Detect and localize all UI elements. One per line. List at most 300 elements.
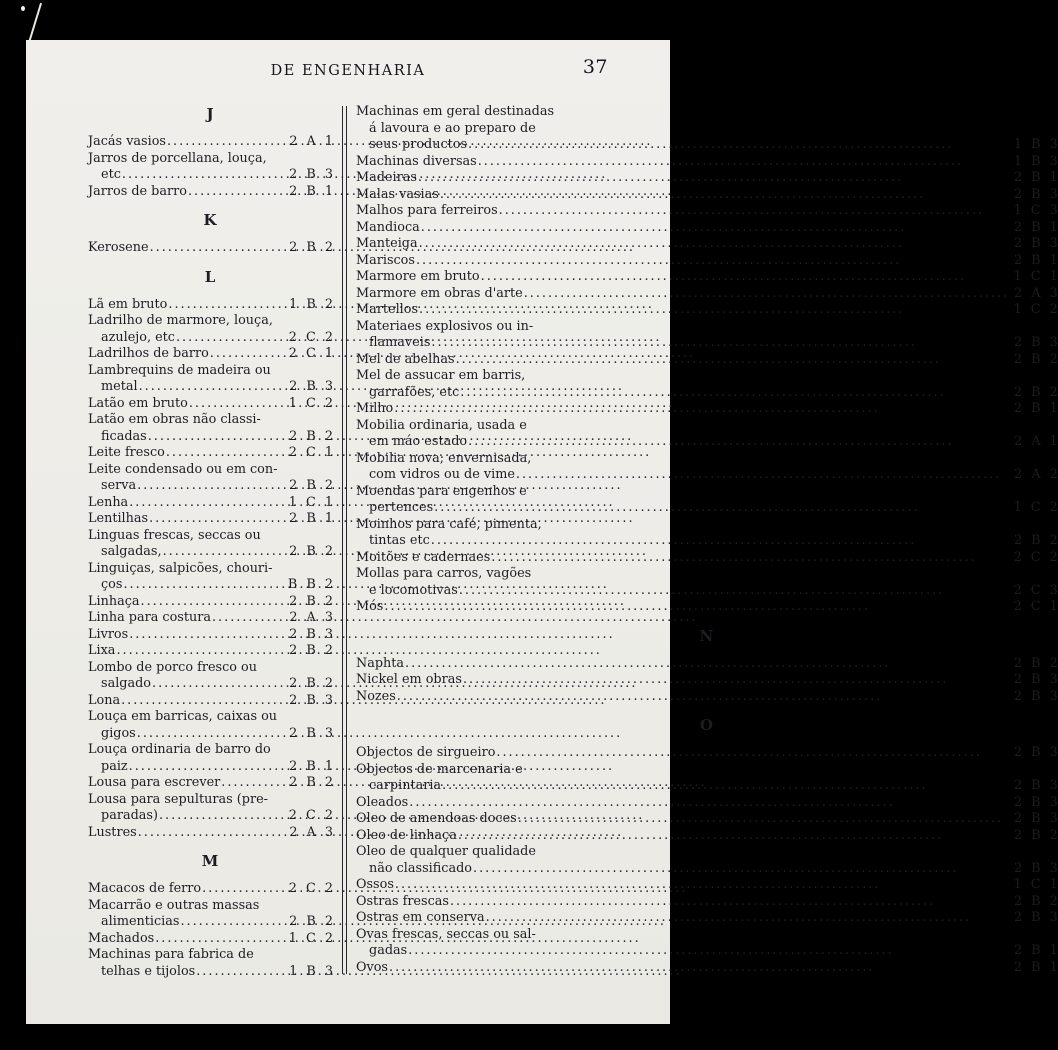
entry-line — [88, 792, 333, 809]
entry-text: Mobilia ordinaria, usada e — [356, 417, 527, 433]
entry-text: carpintaria — [369, 778, 442, 793]
list-item — [88, 825, 333, 842]
left-column — [88, 104, 333, 980]
entry-text: Ovas frescas, seccas ou sal- — [356, 926, 536, 942]
entry-text: Machinas em geral destinadas — [356, 104, 555, 119]
entry-line — [356, 401, 1058, 418]
entry-text: Oleados — [356, 794, 409, 810]
entry-line — [88, 759, 333, 776]
list-item — [88, 495, 333, 512]
dot-leader — [159, 808, 284, 825]
entry-line — [88, 330, 333, 347]
classification-code: 2 B 3 — [1013, 186, 1058, 202]
entry-line — [356, 795, 1058, 812]
entry-line — [356, 236, 1058, 253]
dot-leader — [188, 184, 284, 201]
entry-line — [88, 898, 333, 915]
entry-line — [356, 203, 1058, 220]
list-item — [88, 660, 333, 693]
entry-text: etc — [101, 167, 121, 182]
entry-text: Livros — [88, 626, 129, 642]
entry-text: Lambrequins de madeira ou — [88, 362, 271, 378]
entry-line — [88, 167, 333, 184]
running-header — [26, 56, 670, 82]
classification-code: 2 B 2 — [1013, 533, 1058, 548]
classification-code: 2 B 2 — [1013, 655, 1058, 671]
entry-line — [88, 184, 333, 201]
entry-text: azulejo, etc — [101, 329, 175, 345]
list-item — [356, 877, 1058, 894]
list-item — [356, 319, 1058, 352]
list-item — [356, 269, 1058, 286]
classification-code: 2 B 3 — [289, 725, 333, 741]
dot-leader — [418, 170, 1009, 187]
entry-line — [356, 451, 1058, 468]
entry-text: paiz — [101, 758, 128, 774]
entry-text: Materiaes explosivos ou in- — [356, 318, 534, 334]
entry-line — [88, 931, 333, 948]
entry-line — [88, 742, 333, 759]
list-item — [88, 396, 333, 413]
dot-leader — [129, 495, 284, 512]
dot-leader — [421, 220, 1009, 237]
classification-code: 2 B 3 — [1013, 778, 1058, 793]
classification-code: 2 A 1 — [289, 134, 333, 149]
entry-line — [356, 745, 1058, 762]
entry-line — [88, 947, 333, 964]
entry-line — [88, 676, 333, 693]
list-item — [88, 412, 333, 445]
classification-code: 2 B 3 — [289, 692, 333, 708]
classification-code: 2 B 2 — [289, 428, 333, 444]
dot-leader — [416, 253, 1009, 270]
classification-code: 2 B 2 — [289, 676, 333, 691]
list-item — [356, 672, 1058, 689]
list-item — [356, 960, 1058, 977]
entry-line — [88, 462, 333, 479]
classification-code: 2 B 3 — [1013, 811, 1058, 826]
classification-code: 2 B 3 — [289, 379, 333, 394]
list-item — [88, 947, 333, 980]
entry-text: Machinas diversas — [356, 153, 477, 169]
list-item — [88, 610, 333, 627]
entry-text: Lentilhas — [88, 511, 149, 526]
two-column-layout — [26, 104, 1058, 980]
classification-code: 1 C 2 — [1013, 500, 1058, 515]
entry-line — [356, 517, 1058, 534]
dot-leader — [176, 330, 284, 347]
dot-leader — [450, 894, 1009, 911]
dot-leader — [137, 478, 284, 495]
entry-text: Moendas para engenhos e — [356, 483, 527, 499]
list-item — [88, 134, 333, 151]
entry-line — [88, 429, 333, 446]
classification-code: 1 B 3 — [1013, 153, 1058, 169]
list-item — [88, 363, 333, 396]
dot-leader — [468, 434, 1009, 451]
entry-line — [88, 709, 333, 726]
entry-text: Machados — [88, 930, 155, 946]
list-item — [88, 643, 333, 660]
document-page — [26, 40, 1058, 1024]
classification-code: 1 C 2 — [288, 930, 333, 946]
entry-line — [88, 643, 333, 660]
list-item — [88, 297, 333, 314]
section-letter: O — [699, 716, 714, 734]
page-number: 37 — [582, 56, 608, 78]
dot-leader — [496, 745, 1009, 762]
classification-code: 2 B 3 — [1013, 860, 1058, 876]
entry-line — [356, 778, 1058, 795]
entry-text: Malas vasias — [356, 186, 439, 202]
entry-line — [88, 412, 333, 429]
entry-text: gadas — [369, 943, 408, 958]
entry-text: Nozes — [356, 688, 396, 704]
entry-line — [356, 220, 1058, 237]
entry-text: Moinhos para café, pimenta, — [356, 516, 542, 532]
entry-text: Ossos — [356, 877, 394, 892]
entry-text: gigos — [101, 725, 136, 741]
dot-leader — [210, 346, 284, 363]
list-item — [356, 236, 1058, 253]
entry-text: Nickel em obras — [356, 672, 462, 687]
entry-line — [88, 445, 333, 462]
list-item — [356, 894, 1058, 911]
entry-text: tintas etc — [369, 533, 430, 548]
list-item — [88, 511, 333, 528]
list-item — [88, 346, 333, 363]
entry-line — [88, 346, 333, 363]
entry-line — [88, 544, 333, 561]
dot-leader — [180, 914, 284, 931]
dot-leader — [431, 335, 1009, 352]
entry-text: Louça ordinaria de barro do — [88, 742, 271, 757]
entry-line — [356, 319, 1058, 336]
entry-text: Mel de assucar em barris, — [356, 368, 526, 383]
section-letter: L — [204, 267, 217, 286]
entry-line — [88, 511, 333, 528]
list-item — [356, 187, 1058, 204]
entry-line — [88, 240, 333, 257]
classification-code: 2 A 2 — [1014, 467, 1058, 482]
classification-code: 2 B 1 — [1013, 943, 1058, 958]
entry-line — [356, 943, 1058, 960]
list-item — [356, 844, 1058, 877]
entry-line — [356, 550, 1058, 567]
entry-text: Macacos de ferro — [88, 881, 202, 896]
list-item — [356, 451, 1058, 484]
list-item — [88, 627, 333, 644]
entry-line — [88, 478, 333, 495]
entry-line — [356, 253, 1058, 270]
entry-text: salgadas, — [101, 544, 162, 559]
classification-code: 2 B 1 — [289, 758, 333, 774]
list-item — [88, 898, 333, 931]
entry-text: Objectos de marcenaria e — [356, 761, 523, 777]
classification-code: 2 A 1 — [1014, 434, 1058, 449]
entry-line — [88, 594, 333, 611]
classification-code: 2 C 2 — [1013, 549, 1058, 565]
dot-leader — [458, 828, 1009, 845]
entry-line — [88, 134, 333, 151]
classification-code: 2 B 2 — [1013, 384, 1058, 400]
list-item — [356, 418, 1058, 451]
section-letter: J — [206, 105, 215, 123]
classification-code: 2 C 1 — [1013, 599, 1058, 614]
list-item — [356, 352, 1058, 369]
entry-text: Moitões e cadernaes — [356, 549, 491, 565]
dot-leader — [524, 286, 1009, 303]
entry-line — [356, 154, 1058, 171]
dot-leader — [434, 500, 1008, 517]
classification-code: 1 C 1 — [288, 494, 333, 510]
classification-code: B B 2 — [287, 577, 333, 592]
list-item — [356, 828, 1058, 845]
entry-line — [356, 385, 1058, 402]
dot-leader — [123, 577, 282, 594]
entry-text: Lenha — [88, 494, 129, 510]
scan-dot-artifact — [21, 6, 25, 11]
entry-line — [356, 927, 1058, 944]
classification-code: 2 B 2 — [289, 544, 333, 559]
dot-leader — [196, 964, 284, 981]
entry-line — [356, 137, 1058, 154]
entry-text: Oleo de amendoas doces — [356, 811, 517, 826]
entry-text: e locomotivas — [369, 582, 458, 598]
list-item — [356, 689, 1058, 706]
entry-text: serva — [101, 478, 137, 493]
entry-line — [88, 528, 333, 545]
classification-code: 2 C 1 — [288, 445, 333, 460]
dot-leader — [516, 467, 1009, 484]
dot-leader — [440, 187, 1009, 204]
entry-line — [356, 335, 1058, 352]
entry-text: Macarrão e outras massas — [88, 897, 260, 913]
entry-line — [356, 286, 1058, 303]
right-column — [356, 104, 1058, 980]
classification-code: 2 B 3 — [1013, 236, 1058, 251]
dot-leader — [149, 511, 284, 528]
list-item — [356, 517, 1058, 550]
entry-text: Louça em barricas, caixas ou — [88, 709, 278, 724]
entry-line — [88, 881, 333, 898]
classification-code: 1 C 2 — [1013, 302, 1058, 317]
dot-leader — [395, 877, 1009, 894]
entry-line — [356, 121, 1058, 138]
entry-text: Malhos para ferreiros — [356, 203, 498, 218]
classification-code: 2 B 2 — [289, 593, 333, 609]
entry-text: ficadas — [101, 428, 147, 444]
entry-text: Leite condensado ou em con- — [88, 461, 278, 477]
dot-leader — [138, 825, 285, 842]
dot-leader — [137, 726, 284, 743]
classification-code: 2 B 1 — [1013, 401, 1058, 416]
dot-leader — [168, 297, 284, 314]
list-item — [88, 462, 333, 495]
entry-text: Lixa — [88, 643, 116, 658]
classification-code: 2 B 2 — [289, 643, 333, 658]
entry-text: Milho — [356, 401, 394, 416]
entry-line — [356, 484, 1058, 501]
entry-text: Ladrilho de marmore, louça, — [88, 313, 273, 328]
entry-text: Marmore em bruto — [356, 269, 480, 284]
entry-line — [88, 396, 333, 413]
classification-code: 1 B 3 — [1013, 137, 1058, 152]
list-item — [356, 927, 1058, 960]
dot-leader — [152, 676, 284, 693]
list-item — [356, 253, 1058, 270]
classification-code: 2 B 1 — [1013, 219, 1058, 235]
entry-text: salgado — [101, 676, 152, 691]
classification-code: 2 B 2 — [289, 914, 333, 929]
dot-leader — [389, 960, 1009, 977]
classification-code: 2 B 3 — [1013, 335, 1058, 350]
entry-text: Linha para costura — [88, 610, 211, 625]
entry-line — [356, 302, 1058, 319]
dot-leader — [116, 643, 284, 660]
dot-leader — [394, 401, 1009, 418]
dot-leader — [163, 544, 285, 561]
dot-leader — [141, 594, 285, 611]
dot-leader — [202, 881, 284, 898]
dot-leader — [189, 396, 284, 413]
entry-text: Machinas para fabrica de — [88, 947, 254, 962]
entry-text: Linguiças, salpicões, chouri- — [88, 560, 273, 576]
classification-code: 2 B 3 — [1013, 745, 1058, 760]
entry-line — [88, 151, 333, 168]
entry-text: Latão em obras não classi- — [88, 412, 261, 427]
list-item — [356, 795, 1058, 812]
entry-line — [88, 577, 333, 594]
dot-leader — [460, 385, 1009, 402]
classification-code: 2 B 3 — [1013, 910, 1058, 925]
entry-text: pertences — [369, 500, 434, 515]
dot-leader — [121, 693, 284, 710]
list-item — [356, 550, 1058, 567]
entry-text: Linhaça — [88, 593, 140, 609]
classification-code: 2 B 1 — [289, 183, 333, 199]
entry-text: Mollas para carros, vagões — [356, 566, 532, 581]
classification-code: 2 C 2 — [288, 881, 333, 896]
entry-text: em máo estado — [369, 434, 468, 449]
entry-text: Linguas frescas, seccas ou — [88, 527, 261, 543]
entry-line — [356, 187, 1058, 204]
classification-code: 2 B 2 — [1013, 893, 1058, 909]
list-item — [356, 762, 1058, 795]
list-item — [88, 742, 333, 775]
list-item — [356, 811, 1058, 828]
classification-code: 1 C 1 — [1013, 269, 1058, 284]
list-item — [88, 240, 333, 257]
entry-line — [88, 914, 333, 931]
classification-code: 2 B 3 — [289, 626, 333, 642]
entry-text: telhas e tijolos — [101, 963, 196, 979]
entry-line — [356, 960, 1058, 977]
dot-leader — [459, 583, 1009, 600]
entry-line — [356, 762, 1058, 779]
entry-text: Objectos de sirgueiro — [356, 745, 496, 760]
dot-leader — [463, 672, 1009, 689]
dot-leader — [486, 910, 1009, 927]
entry-text: Naphta — [356, 655, 405, 671]
entry-line — [88, 297, 333, 314]
classification-code: 2 B 3 — [1013, 794, 1058, 810]
entry-line — [88, 379, 333, 396]
list-item — [88, 151, 333, 184]
classification-code: 2 B 2 — [289, 478, 333, 493]
dot-leader — [150, 240, 285, 257]
entry-text: Mariscos — [356, 252, 415, 268]
entry-text: Jarros de porcellana, louça, — [88, 150, 267, 166]
list-item — [88, 792, 333, 825]
list-item — [88, 881, 333, 898]
list-item — [356, 220, 1058, 237]
list-item — [356, 286, 1058, 303]
dot-leader — [491, 550, 1008, 567]
classification-code: 1 C 2 — [288, 395, 333, 411]
entry-text: Madeiras — [356, 170, 417, 185]
entry-line — [88, 660, 333, 677]
entry-line — [88, 561, 333, 578]
entry-text: com vidros ou de vime — [369, 467, 515, 482]
entry-line — [356, 434, 1058, 451]
entry-text: á lavoura e ao preparo de — [369, 120, 536, 136]
entry-text: não classificado — [369, 860, 472, 876]
classification-code: 2 A 3 — [289, 610, 333, 625]
entry-line — [356, 844, 1058, 861]
classification-code: 2 B 1 — [1013, 170, 1058, 185]
list-item — [88, 445, 333, 462]
entry-line — [356, 500, 1058, 517]
dot-leader — [129, 759, 285, 776]
entry-text: Leite fresco — [88, 445, 165, 460]
classification-code: 1 C 1 — [1013, 877, 1058, 892]
entry-text: ços — [101, 577, 123, 592]
list-item — [356, 656, 1058, 673]
entry-line — [356, 104, 1058, 121]
dot-leader — [473, 861, 1009, 878]
dot-leader — [405, 656, 1009, 673]
column-divider-rule — [342, 106, 347, 974]
entry-text: Lustres — [88, 824, 137, 840]
dot-leader — [499, 203, 1009, 220]
section-letter: M — [201, 852, 220, 870]
entry-line — [88, 313, 333, 330]
entry-line — [356, 533, 1058, 550]
list-item — [88, 931, 333, 948]
dot-leader — [468, 137, 1009, 154]
dot-leader — [148, 429, 284, 446]
list-item — [356, 599, 1058, 616]
entry-line — [88, 627, 333, 644]
list-item — [356, 401, 1058, 418]
dot-leader — [155, 931, 284, 948]
entry-line — [356, 910, 1058, 927]
entry-text: Marmore em obras d'arte — [356, 285, 523, 301]
list-item — [356, 203, 1058, 220]
dot-leader — [419, 236, 1009, 253]
dot-leader — [408, 943, 1009, 960]
dot-leader — [384, 599, 1008, 616]
entry-line — [88, 964, 333, 981]
entry-line — [88, 363, 333, 380]
list-item — [356, 745, 1058, 762]
list-item — [356, 484, 1058, 517]
entry-line — [88, 825, 333, 842]
entry-text: Lombo de porco fresco ou — [88, 659, 257, 675]
classification-code: 2 B 3 — [1013, 672, 1058, 687]
entry-line — [356, 861, 1058, 878]
